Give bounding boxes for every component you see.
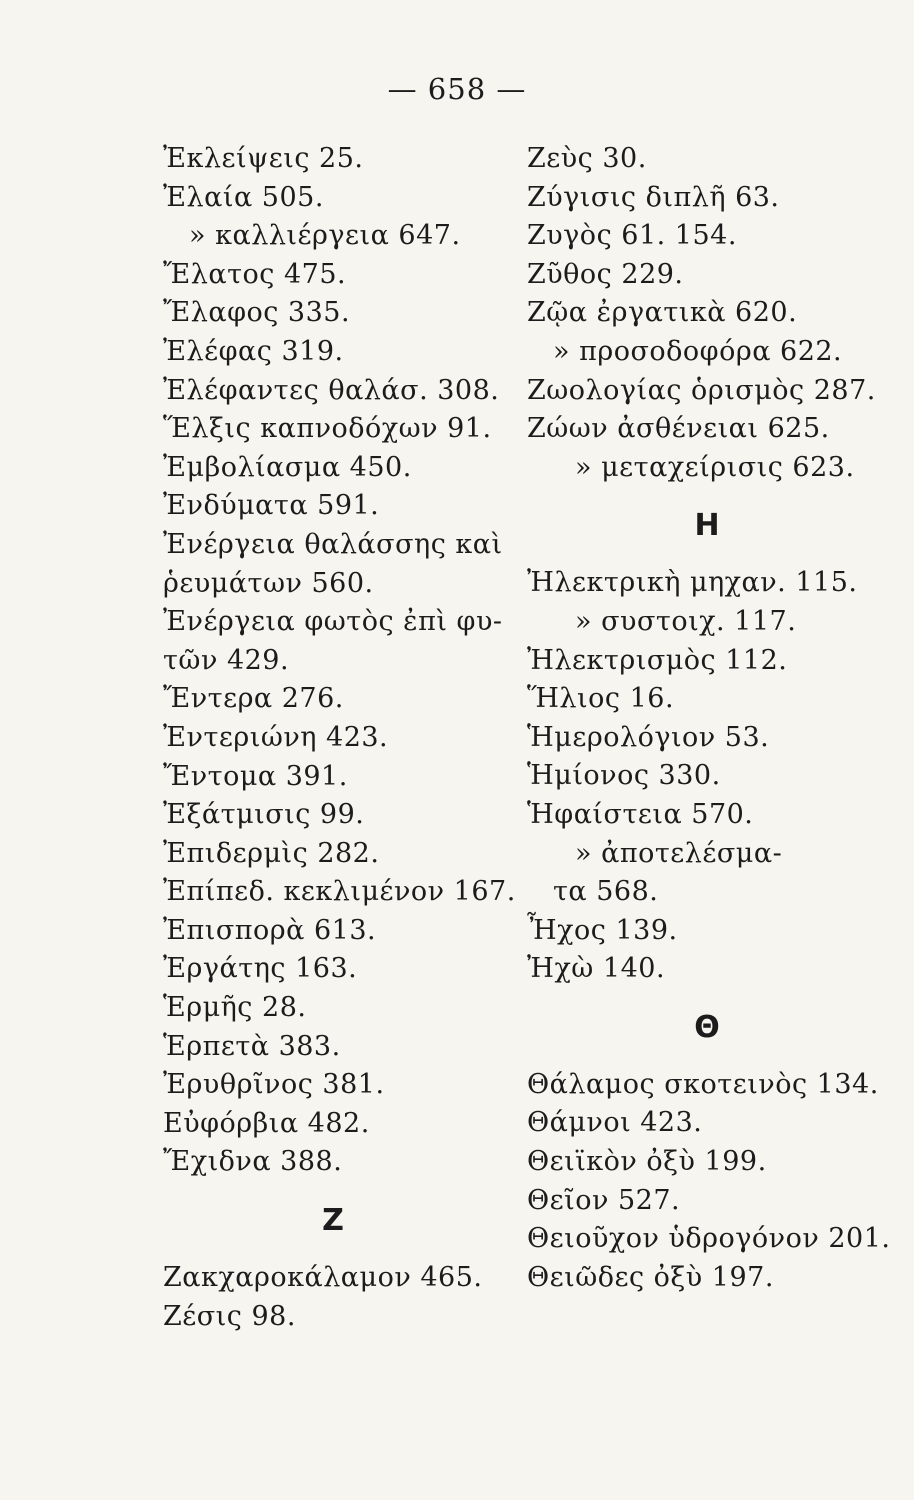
index-entry: Ζέσις 98. xyxy=(163,1300,296,1332)
index-entry: Ζεὺς 30. xyxy=(527,143,647,174)
index-entry: Ἐνέργεια φωτὸς ἐπὶ φυ- xyxy=(163,606,503,638)
index-entry: Ἐπιδερμὶς 282. xyxy=(163,837,380,869)
index-entry: Ἐκλείψεις 25. xyxy=(163,143,364,174)
index-entry: Ἐργάτης 163. xyxy=(163,953,358,985)
index-entry: Ἡμίονος 330. xyxy=(527,760,721,792)
index-entry: Ἠλεκτρισμὸς 112. xyxy=(527,644,788,676)
index-entry: Ζῦθος 229. xyxy=(527,258,684,290)
index-entry: Ζωολογίας ὁρισμὸς 287. xyxy=(527,374,876,406)
index-entry: Ἐνδύματα 591. xyxy=(163,490,380,522)
index-entry: Ἔντερα 276. xyxy=(163,683,344,715)
index-entry: Ἐλέφαντες θαλάσ. 308. xyxy=(163,374,500,406)
index-entry: Ἔλατος 475. xyxy=(163,258,347,290)
index-entry: τῶν 429. xyxy=(163,644,290,676)
index-entry: Θειῶδες ὀξὺ 197. xyxy=(527,1261,774,1293)
index-entry: Ἠχὼ 140. xyxy=(527,953,666,985)
index-entry: τα 568. xyxy=(553,876,659,908)
index-entry: Ἐπισπορὰ 613. xyxy=(163,914,377,946)
index-entry: Ἡμερολόγιον 53. xyxy=(527,721,770,753)
index-entry: Θειϊκὸν ὀξὺ 199. xyxy=(527,1146,767,1178)
page-number: — 658 — xyxy=(387,72,527,106)
index-entry: Ἐλέφας 319. xyxy=(163,335,344,367)
index-entry: Ἐλαία 505. xyxy=(163,181,324,213)
index-entry: Ἐξάτμισις 99. xyxy=(163,799,365,831)
index-entry: Ἐντεριώνη 423. xyxy=(163,721,389,753)
index-entry: Θεῖον 527. xyxy=(527,1184,681,1216)
index-entry: Ἕλξις καπνοδόχων 91. xyxy=(163,413,492,445)
index-entry: » συστοιχ. 117. xyxy=(575,605,797,637)
index-entry: Ζακχαροκάλαμον 465. xyxy=(163,1262,483,1294)
index-entry: Ἑρπετὰ 383. xyxy=(163,1030,341,1062)
index-entry: Ἡφαίστεια 570. xyxy=(527,798,754,830)
index-entry: » ἀποτελέσμα- xyxy=(575,837,783,869)
index-entry: Ζυγὸς 61. 154. xyxy=(527,220,737,252)
left-index-column xyxy=(163,140,516,1336)
index-entry: » προσοδοφόρα 622. xyxy=(553,335,843,367)
index-entry: Ἥλιος 16. xyxy=(527,683,675,715)
index-entry: » καλλιέργεια 647. xyxy=(189,220,461,252)
index-entry: Ζώων ἀσθένειαι 625. xyxy=(527,413,830,445)
section-heading: Ζ xyxy=(322,1203,344,1239)
index-entry: Ἔχιδνα 388. xyxy=(163,1146,343,1178)
index-entry: Ἠλεκτρικὴ μηχαν. 115. xyxy=(527,567,858,599)
index-entry: Θειοῦχον ὑδρογόνον 201. xyxy=(527,1223,891,1255)
index-entry: Ἐνέργεια θαλάσσης καὶ xyxy=(163,528,503,560)
index-entry: Ἐπίπεδ. κεκλιμένον 167. xyxy=(163,876,516,908)
index-entry: Ἦχος 139. xyxy=(527,914,678,946)
index-entry: Ἐρυθρῖνος 381. xyxy=(163,1069,385,1101)
index-entry: Ἔλαφος 335. xyxy=(163,297,351,329)
index-entry: Ἔντομα 391. xyxy=(163,760,348,792)
index-entry: » μεταχείρισις 623. xyxy=(575,451,855,483)
index-entry: ῥευμάτων 560. xyxy=(163,567,374,599)
section-heading: Θ xyxy=(694,1009,720,1045)
index-entry: Ζῷα ἐργατικὰ 620. xyxy=(527,297,798,329)
right-index-column xyxy=(527,140,891,1297)
index-entry: Θάμνοι 423. xyxy=(527,1107,703,1139)
section-heading: Η xyxy=(694,508,720,544)
index-entry: Ζύγισις διπλῆ 63. xyxy=(527,181,780,213)
index-entry: Θάλαμος σκοτεινὸς 134. xyxy=(527,1068,879,1100)
index-entry: Εὐφόρβια 482. xyxy=(163,1107,370,1139)
index-entry: Ἑρμῆς 28. xyxy=(163,992,307,1024)
index-entry: Ἐμβολίασμα 450. xyxy=(163,451,412,483)
